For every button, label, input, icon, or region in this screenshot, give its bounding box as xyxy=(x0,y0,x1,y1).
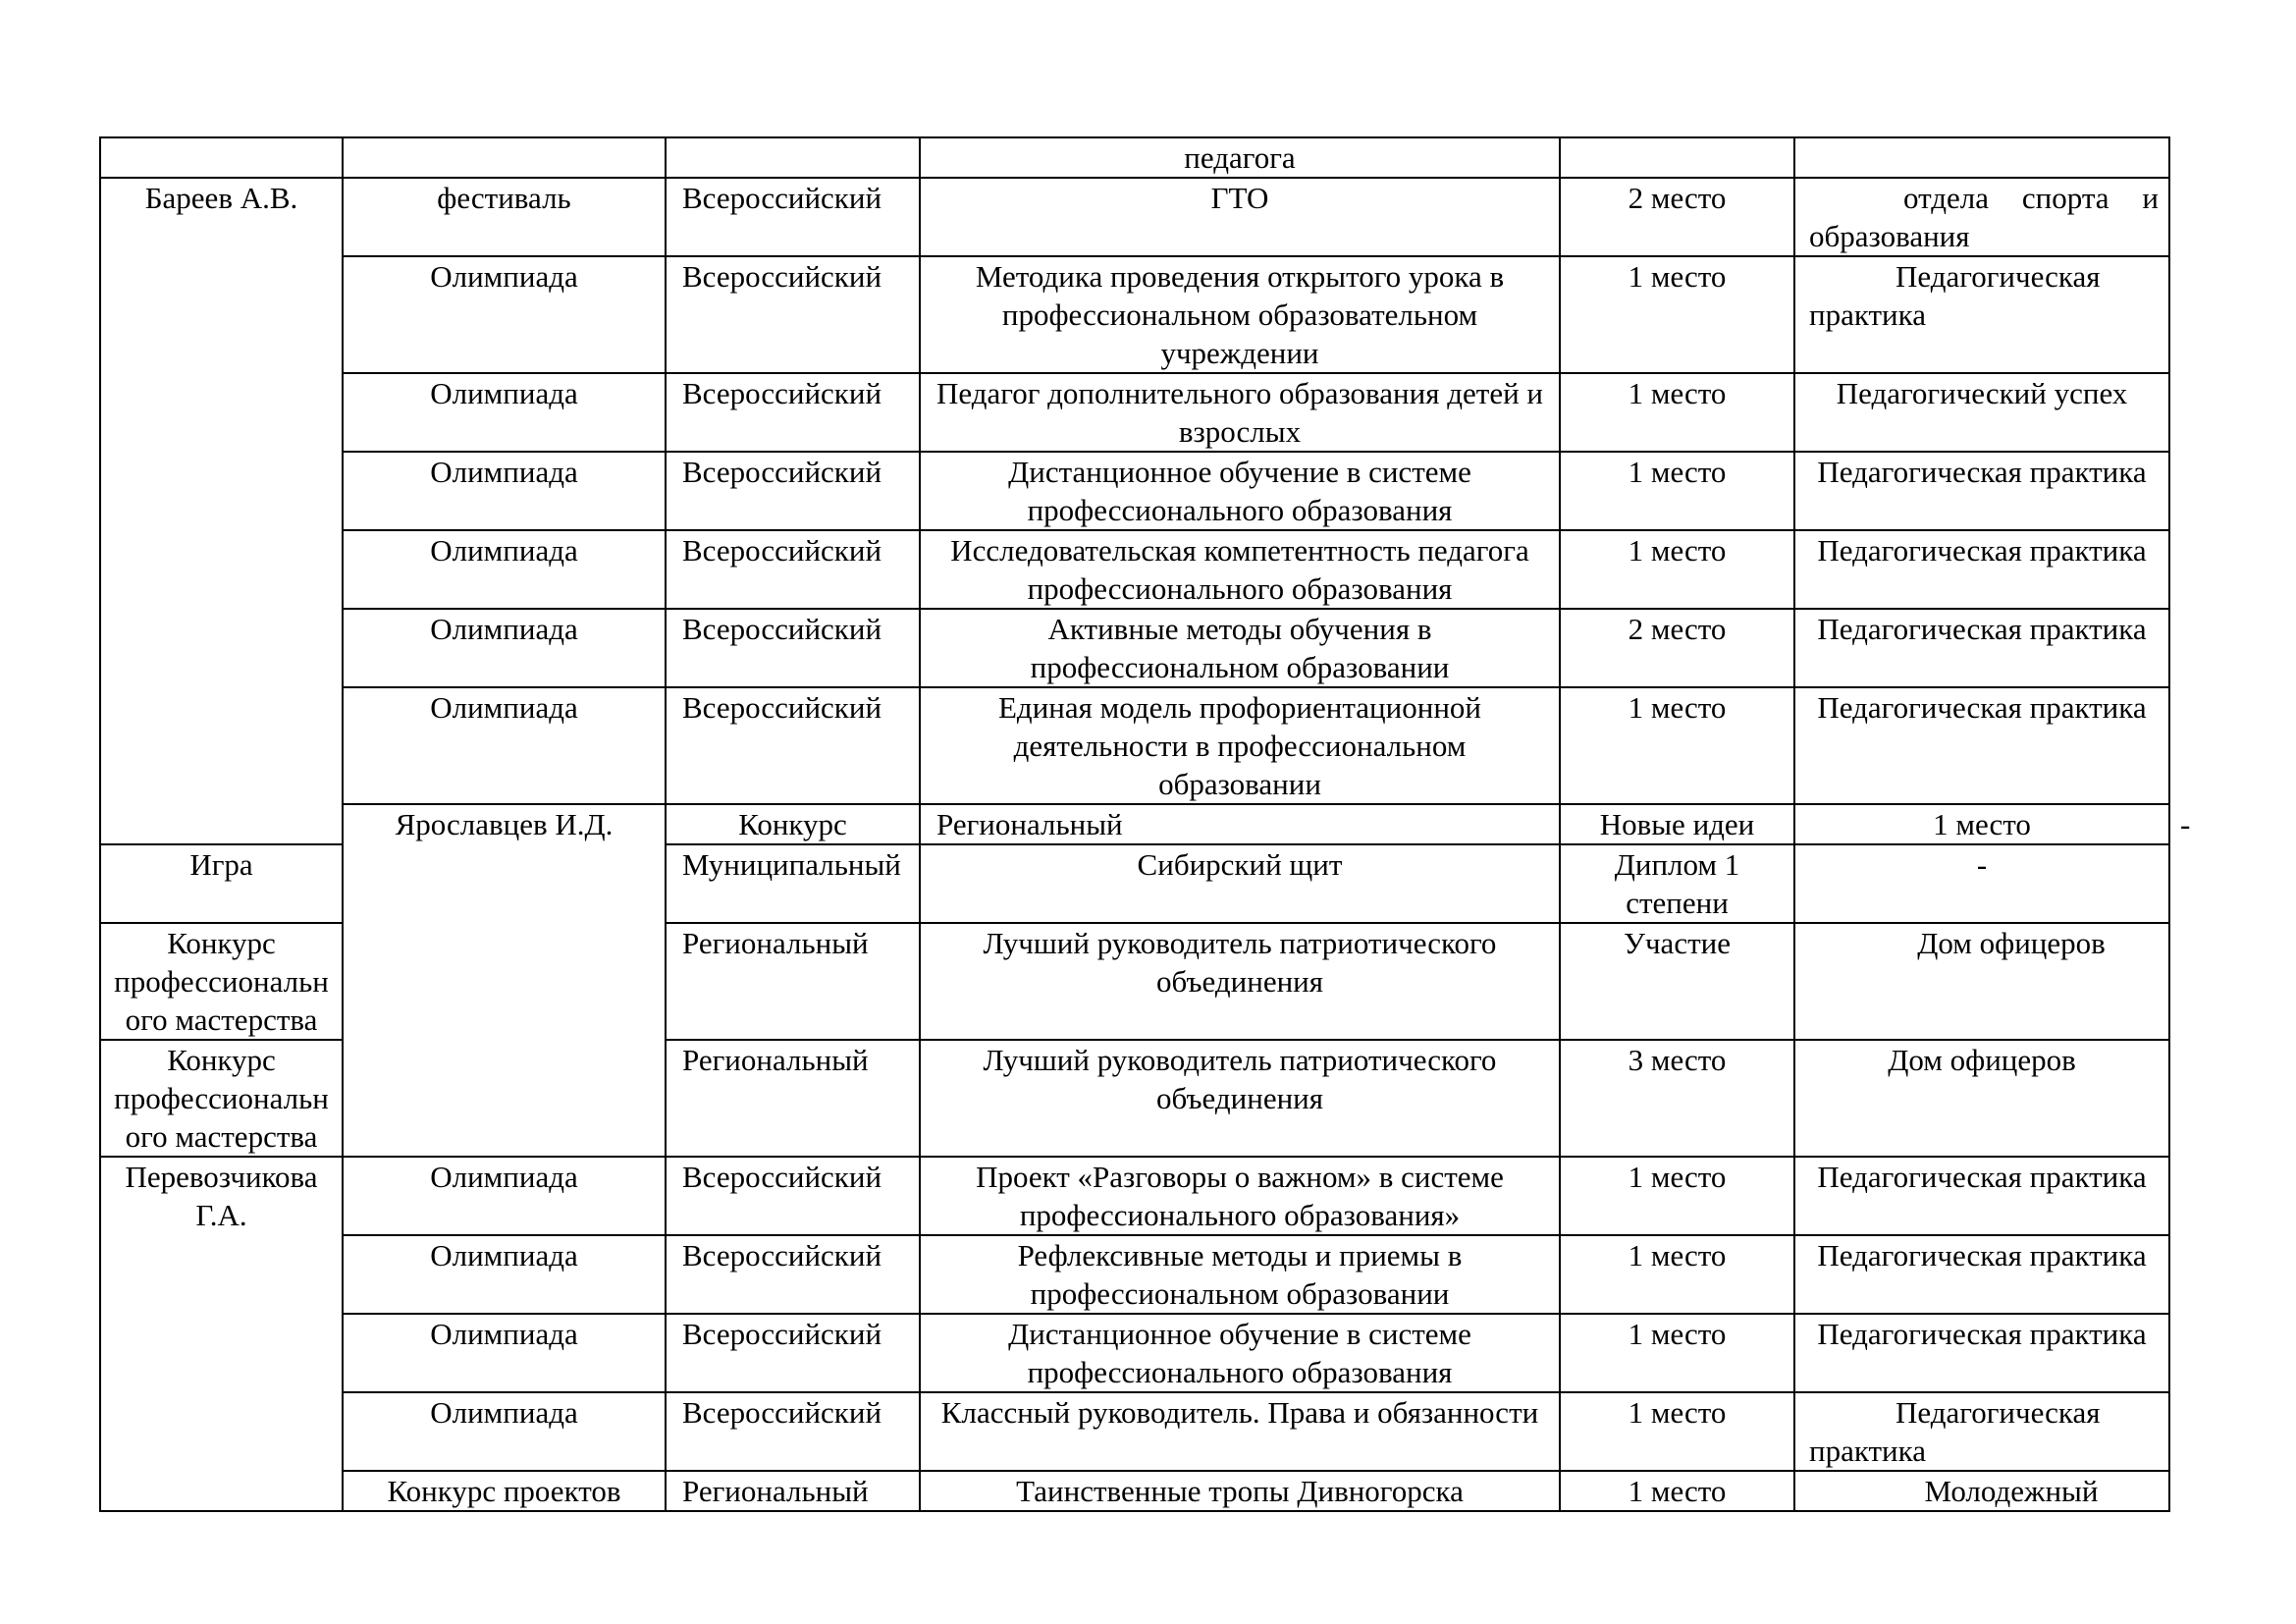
cell-event-type: Конкурс xyxy=(666,804,920,844)
cell-level: Всероссийский xyxy=(666,1314,920,1392)
cell-event-type: Олимпиада xyxy=(343,1392,666,1471)
cell-topic: Активные методы обучения в профессиональном образовании xyxy=(920,609,1560,687)
cell-level: Всероссийский xyxy=(666,452,920,530)
cell-organizer: - xyxy=(1794,844,2169,923)
cell-result: 1 место xyxy=(1560,373,1794,452)
cell-event-type: Олимпиада xyxy=(343,1235,666,1314)
cell-result: 1 место xyxy=(1560,1314,1794,1392)
cell-organizer xyxy=(1794,1392,2169,1471)
organizer-line-1: Педагогическая xyxy=(1896,1395,2101,1430)
cell-organizer: Дом офицеров xyxy=(1794,1040,2169,1157)
cell-topic: Новые идеи xyxy=(1560,804,1794,844)
cell-result: 1 место xyxy=(1560,1392,1794,1471)
cell-result: 2 место xyxy=(1560,178,1794,256)
cell-topic: Дистанционное обучение в системе профессионального образования xyxy=(920,452,1560,530)
cell-event-type: Олимпиада xyxy=(343,1157,666,1235)
organizer-line-2: образования xyxy=(1809,219,1970,253)
cell-level xyxy=(666,137,920,178)
cell-event-type: Игра xyxy=(100,844,343,923)
cell-topic: Классный руководитель. Права и обязанности xyxy=(920,1392,1560,1471)
cell-organizer xyxy=(1794,137,2169,178)
cell-organizer xyxy=(1794,256,2169,373)
cell-result: 1 место xyxy=(1560,687,1794,804)
cell-level: Всероссийский xyxy=(666,178,920,256)
cell-participant: Бареев А.В. xyxy=(100,178,343,844)
cell-event-type: Конкурс проектов xyxy=(343,1471,666,1511)
cell-participant xyxy=(100,137,343,178)
organizer-line-2: практика xyxy=(1809,1434,1926,1468)
table-row xyxy=(100,1392,2169,1471)
cell-result: 1 место xyxy=(1560,1471,1794,1511)
cell-level: Всероссийский xyxy=(666,1157,920,1235)
cell-level: Всероссийский xyxy=(666,530,920,609)
cell-organizer: Молодежный xyxy=(1794,1471,2169,1511)
cell-event-type xyxy=(343,137,666,178)
table-row xyxy=(100,178,2169,256)
cell-organizer xyxy=(1794,178,2169,256)
cell-topic: ГТО xyxy=(920,178,1560,256)
cell-organizer: Педагогическая практика xyxy=(1794,452,2169,530)
cell-event-type: Олимпиада xyxy=(343,452,666,530)
table-row xyxy=(100,373,2169,452)
cell-organizer: Педагогическая практика xyxy=(1794,1314,2169,1392)
cell-level: Региональный xyxy=(920,804,1560,844)
cell-organizer: Педагогический успех xyxy=(1794,373,2169,452)
cell-event-type: Олимпиада xyxy=(343,373,666,452)
cell-participant: Ярославцев И.Д. xyxy=(343,804,666,1157)
cell-result: 1 место xyxy=(1560,530,1794,609)
table-row xyxy=(100,1314,2169,1392)
awards-table xyxy=(99,136,2191,1512)
cell-topic: Педагог дополнительного образования детей и взрослых xyxy=(920,373,1560,452)
cell-topic: Лучший руководитель патриотического объединения xyxy=(920,923,1560,1040)
table-row xyxy=(100,687,2169,804)
cell-level: Региональный xyxy=(666,923,920,1040)
cell-event-type: Конкурс профессионального мастерства xyxy=(100,1040,343,1157)
cell-organizer: Педагогическая практика xyxy=(1794,530,2169,609)
cell-level: Всероссийский xyxy=(666,1392,920,1471)
cell-organizer: Дом офицеров xyxy=(1794,923,2169,1040)
cell-event-type: Олимпиада xyxy=(343,530,666,609)
cell-topic: Сибирский щит xyxy=(920,844,1560,923)
cell-level: Всероссийский xyxy=(666,687,920,804)
awards-table-body xyxy=(100,137,2191,1511)
cell-result: 1 место xyxy=(1560,1235,1794,1314)
cell-event-type: Олимпиада xyxy=(343,687,666,804)
cell-topic: Единая модель профориентационной деятельности в профессиональном образовании xyxy=(920,687,1560,804)
cell-event-type: Конкурс профессионального мастерства xyxy=(100,923,343,1040)
cell-result: 1 место xyxy=(1794,804,2169,844)
cell-result xyxy=(1560,137,1794,178)
cell-topic: Исследовательская компетентность педагога профессионального образования xyxy=(920,530,1560,609)
organizer-line-2: практика xyxy=(1809,298,1926,332)
cell-level: Региональный xyxy=(666,1040,920,1157)
table-row xyxy=(100,530,2169,609)
table-row xyxy=(100,1471,2169,1511)
cell-participant: Перевозчикова Г.А. xyxy=(100,1157,343,1511)
cell-topic: Проект «Разговоры о важном» в системе профессионального образования» xyxy=(920,1157,1560,1235)
table-row xyxy=(100,137,2169,178)
cell-event-type: Олимпиада xyxy=(343,1314,666,1392)
organizer-line-1: отдела спорта и xyxy=(1903,181,2159,215)
cell-event-type: фестиваль xyxy=(343,178,666,256)
cell-result: 1 место xyxy=(1560,256,1794,373)
table-row xyxy=(100,256,2169,373)
cell-level: Всероссийский xyxy=(666,256,920,373)
cell-result: 1 место xyxy=(1560,1157,1794,1235)
table-row xyxy=(100,609,2169,687)
cell-organizer: Педагогическая практика xyxy=(1794,687,2169,804)
organizer-line-1: Педагогическая xyxy=(1896,259,2101,294)
cell-level: Всероссийский xyxy=(666,609,920,687)
table-row xyxy=(100,452,2169,530)
cell-organizer: Педагогическая практика xyxy=(1794,609,2169,687)
cell-topic: Таинственные тропы Дивногорска xyxy=(920,1471,1560,1511)
cell-event-type: Олимпиада xyxy=(343,609,666,687)
cell-level: Всероссийский xyxy=(666,373,920,452)
cell-topic: Методика проведения открытого урока в профессиональном образовательном учреждении xyxy=(920,256,1560,373)
cell-level: Региональный xyxy=(666,1471,920,1511)
cell-result: 3 место xyxy=(1560,1040,1794,1157)
table-row: Ярославцев И.Д. Конкурс Региональный Новые идеи 1 место - xyxy=(100,804,2169,844)
cell-topic: педагога xyxy=(920,137,1560,178)
cell-topic: Рефлексивные методы и приемы в профессиональном образовании xyxy=(920,1235,1560,1314)
cell-result: 1 место xyxy=(1560,452,1794,530)
table-row xyxy=(100,1157,2169,1235)
table-row xyxy=(100,1235,2169,1314)
cell-event-type: Олимпиада xyxy=(343,256,666,373)
cell-organizer: Педагогическая практика xyxy=(1794,1235,2169,1314)
cell-topic: Лучший руководитель патриотического объединения xyxy=(920,1040,1560,1157)
cell-topic: Дистанционное обучение в системе профессионального образования xyxy=(920,1314,1560,1392)
cell-organizer: Педагогическая практика xyxy=(1794,1157,2169,1235)
cell-result: Диплом 1 степени xyxy=(1560,844,1794,923)
cell-result: Участие xyxy=(1560,923,1794,1040)
cell-level: Муниципальный xyxy=(666,844,920,923)
cell-result: 2 место xyxy=(1560,609,1794,687)
cell-level: Всероссийский xyxy=(666,1235,920,1314)
